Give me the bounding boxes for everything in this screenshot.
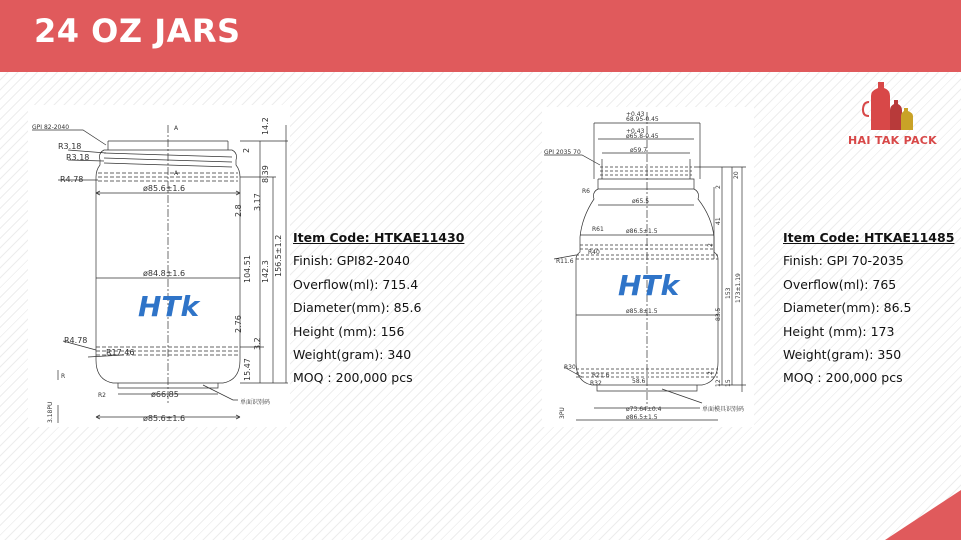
lbl2-t1a: +0.43 — [626, 111, 645, 118]
corner-triangle-decoration — [885, 490, 961, 540]
lbl2-173: 173±1.19 — [735, 273, 742, 303]
label-32: 3.2 — [253, 337, 262, 350]
label-r318a: R3.18 — [58, 142, 82, 151]
drawing-svg — [28, 105, 290, 427]
label-276: 2.76 — [234, 315, 243, 333]
diameter: Diameter(mm): 86.5 — [783, 300, 912, 316]
lbl2-r116: R11.6 — [556, 258, 574, 265]
htk-watermark: HTk — [138, 290, 200, 323]
lbl2-d858: ø85.8±1.5 — [626, 308, 658, 315]
label-839: 8.39 — [261, 165, 270, 183]
lbl2-d865b: ø86.5±1.5 — [626, 414, 658, 421]
label-2: 2 — [242, 147, 251, 153]
spec-list-htkae11485 — [783, 226, 954, 390]
label-1565: 156.5±1.2 — [274, 234, 283, 277]
label-a-mid: A — [174, 170, 179, 177]
lbl2-2b: 2 — [707, 243, 714, 247]
height: Height (mm): 173 — [783, 323, 895, 339]
label-317: 3.17 — [253, 193, 262, 211]
lbl2-d7364: ø73.64±0.4 — [626, 406, 662, 413]
finish: Finish: GPI 70-2035 — [783, 253, 904, 269]
label-318pu: 3.18PU — [47, 401, 54, 423]
height: Height (mm): 156 — [293, 323, 405, 339]
label-d848: ø84.8±1.6 — [143, 269, 186, 278]
lbl2-r216: R21.6 — [592, 372, 610, 379]
lbl2-r40: R40 — [588, 249, 600, 256]
label-r478a: R4.78 — [60, 175, 84, 184]
lbl2-t1b: 68.95-0.45 — [626, 116, 659, 123]
lbl2-r6: R6 — [582, 188, 590, 195]
lbl2-r32: R32 — [590, 380, 602, 387]
item-code: Item Code: HTKAE11485 — [783, 230, 955, 245]
lbl2-d655: ø65.5 — [632, 198, 650, 205]
technical-drawing-htkae11485 — [542, 107, 754, 427]
lbl2-20: 20 — [733, 171, 740, 179]
label-d856bot: ø85.6±1.6 — [143, 414, 186, 423]
label-142: 14.2 — [261, 117, 270, 135]
label-r8: R — [61, 373, 66, 380]
overflow: Overflow(ml): 715.4 — [293, 276, 419, 292]
label-gpi: GPI 82-2040 — [32, 124, 70, 131]
weight: Weight(gram): 350 — [783, 346, 902, 362]
lbl2-r30: R30 — [564, 364, 576, 371]
title-bar — [0, 0, 961, 72]
lbl2-t3: ø59.7 — [630, 147, 648, 154]
lbl2-t2b: ø65.8-0.45 — [626, 133, 659, 140]
label-d856top: ø85.6±1.6 — [143, 184, 186, 193]
lbl2-835: 83.5 — [715, 307, 722, 321]
label-1547: 15.47 — [243, 358, 252, 381]
label-1423: 142.3 — [261, 260, 270, 283]
lbl2-2a: 2 — [715, 185, 722, 189]
label-a-top: A — [174, 125, 179, 132]
weight: Weight(gram): 340 — [293, 346, 412, 362]
label-10451: 104.51 — [243, 255, 252, 283]
lbl2-2c: 2 — [707, 371, 714, 375]
moq: MOQ : 200,000 pcs — [293, 370, 413, 386]
lbl2-41: 41 — [715, 217, 722, 225]
lbl2-d865: ø86.5±1.5 — [626, 228, 658, 235]
diameter: Diameter(mm): 85.6 — [293, 300, 422, 316]
label-r478b: R4.78 — [64, 336, 88, 345]
technical-drawing-htkae11430 — [28, 105, 290, 427]
label-28: 2.8 — [234, 204, 243, 217]
lbl2-d58: 58.6 — [632, 378, 646, 385]
bottles-icon — [845, 80, 940, 134]
htk-watermark-2: HTk — [618, 269, 680, 302]
drawing-svg-2 — [542, 107, 754, 427]
lbl2-3pu: 3PU — [559, 407, 566, 419]
lbl2-12: 12 — [715, 379, 722, 387]
lbl2-15: 15 — [725, 379, 732, 387]
label-r318b: R3.18 — [66, 153, 90, 162]
label-d6685: ø66.85 — [151, 390, 179, 399]
spec-list-htkae11430 — [293, 226, 464, 390]
moq: MOQ : 200,000 pcs — [783, 370, 903, 386]
lbl2-r61: R61 — [592, 226, 604, 233]
logo-text: HAI TAK PACK — [848, 134, 937, 147]
overflow: Overflow(ml): 765 — [783, 276, 897, 292]
item-code: Item Code: HTKAE11430 — [293, 230, 465, 245]
finish: Finish: GPI82-2040 — [293, 253, 410, 269]
lbl2-153: 153 — [725, 287, 732, 299]
label-mark: 单面识别码 — [240, 399, 271, 406]
page-title: 24 OZ JARS — [34, 12, 241, 50]
lbl2-gpi: GPI 2035 70 — [544, 149, 581, 156]
label-r2: R2 — [98, 392, 106, 399]
label-r1746: R17.46 — [106, 348, 135, 357]
lbl2-mark: 单面模具识别码 — [702, 406, 745, 413]
hai-tak-pack-logo — [845, 80, 940, 150]
lbl2-t2a: +0.43 — [626, 128, 645, 135]
